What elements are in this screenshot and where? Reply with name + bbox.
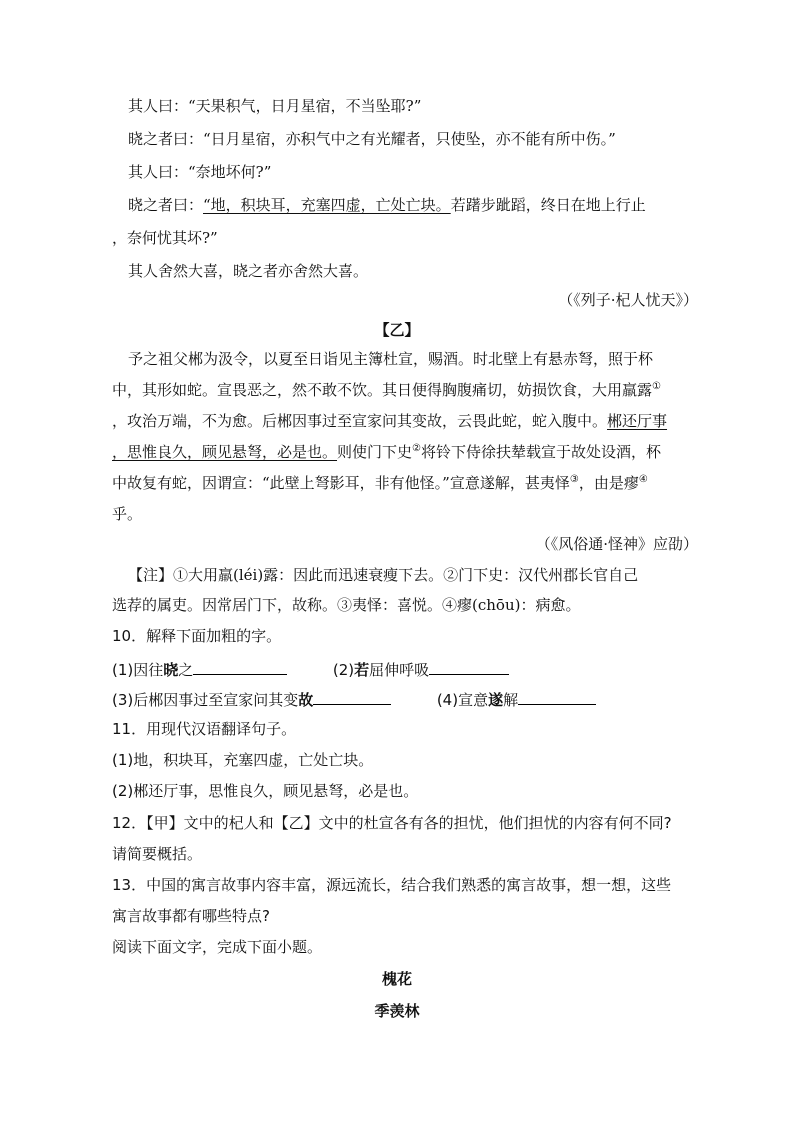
notes-line-2: 选荐的属吏。因常居门下，故称。③夷怿：喜悦。④瘳(chōu)：病愈。 <box>112 596 581 614</box>
reading-instruction: 阅读下面文字，完成下面小题。 <box>112 938 323 956</box>
passage-b-source: （《风俗通·怪神》应劭） <box>535 535 698 553</box>
q10-4-post: 解 <box>503 691 519 709</box>
passage-b-line-2-text: 中，其形如蛇。宣畏恶之，然不敢不饮。其日便得胸腹痛切，妨损饮食，大用羸露 <box>112 381 653 399</box>
question-10-row-1 <box>112 660 697 679</box>
q10-1-bold: 晓 <box>163 661 179 679</box>
passage-b-line-4-text-2: 将铃下侍徐扶辇载宣于故处设酒，杯 <box>421 443 662 461</box>
q10-1-post: 之 <box>178 661 194 679</box>
underlined-sentence-b-end: ，思惟良久，顾见悬弩，必是也。 <box>112 443 338 461</box>
passage-b-line-2 <box>112 381 697 399</box>
question-10-row-2 <box>112 690 697 709</box>
q10-2-bold: 若 <box>354 661 370 679</box>
passage-b-line-5 <box>112 474 697 492</box>
footnote-marker-2: ② <box>412 443 421 454</box>
q10-2-post: 屈伸呼吸 <box>369 661 430 679</box>
footnote-marker-1: ① <box>652 381 661 392</box>
passage-b-line-5-text-2: ，由是瘳 <box>578 474 639 492</box>
passage-a-source: （《列子·杞人忧天》） <box>558 291 698 309</box>
question-11-2: (2)郴还厅事，思惟良久，顾见悬弩，必是也。 <box>112 782 419 800</box>
answer-blank-10-4[interactable] <box>518 690 596 705</box>
passage-a-line-6: 其人舍然大喜，晓之者亦舍然大喜。 <box>128 262 369 280</box>
underlined-sentence: “地，积块耳，充塞四虚，亡处亡块。 <box>203 196 451 214</box>
q10-4-pre: (4)宣意 <box>436 691 489 709</box>
q10-2-pre: (2) <box>332 661 355 679</box>
q10-4-bold: 遂 <box>488 691 504 709</box>
next-passage-title: 槐花 <box>381 970 412 988</box>
next-passage-author: 季羡林 <box>374 1002 420 1020</box>
answer-blank-10-2[interactable] <box>429 660 509 675</box>
passage-a-line-3: 其人曰：“奈地坏何?” <box>128 163 272 181</box>
answer-blank-10-3[interactable] <box>313 690 391 705</box>
q10-1-pre: (1)因往 <box>112 661 164 679</box>
passage-b-line-1: 予之祖父郴为汲令，以夏至日诣见主簿杜宣，赐酒。时北壁上有悬赤弩，照于杯 <box>128 350 654 368</box>
question-11-1: (1)地，积块耳，充塞四虚，亡处亡块。 <box>112 751 374 769</box>
question-13-line-2: 寓言故事都有哪些特点? <box>112 907 270 925</box>
passage-b-line-4-text: 则使门下史 <box>337 443 413 461</box>
passage-b-line-5-text: 中故复有蛇，因谓宣：“此壁上弩影耳，非有他怪。”宣意遂解，甚夷怿 <box>112 474 570 492</box>
q10-3-pre: (3)后郴因事过至宣家问其变 <box>112 691 299 709</box>
question-10: 10．解释下面加粗的字。 <box>112 627 282 645</box>
underlined-sentence-b-start: 郴还厅事 <box>607 412 668 430</box>
footnote-marker-3: ③ <box>569 474 579 485</box>
question-13-line-1: 13．中国的寓言故事内容丰富，源远流长，结合我们熟悉的寓言故事，想一想，这些 <box>112 876 672 894</box>
question-11: 11．用现代汉语翻译句子。 <box>112 720 297 738</box>
answer-blank-10-1[interactable] <box>193 660 287 675</box>
passage-a-line-5: ，奈何忧其坏?” <box>112 229 218 247</box>
passage-b-line-6: 乎。 <box>112 505 143 523</box>
passage-a-line-1: 其人曰：“天果积气，日月星宿，不当坠耶?” <box>128 97 422 115</box>
notes-line-1: 【注】①大用羸(léi)露：因此而迅速衰瘦下去。②门下史：汉代州郡长官自己 <box>128 566 639 584</box>
passage-a-line-4-post: 若躇步跐蹈，终日在地上行止 <box>450 196 646 214</box>
passage-b-line-3 <box>112 412 697 430</box>
passage-a-line-2: 晓之者曰：“日月星宿，亦积气中之有光耀者，只使坠，亦不能有所中伤。” <box>128 130 616 148</box>
question-12-line-2: 请简要概括。 <box>112 845 203 863</box>
q10-3-bold: 故 <box>298 691 314 709</box>
passage-b-line-4 <box>112 443 697 461</box>
passage-a-line-4-pre: 晓之者曰： <box>128 196 204 214</box>
passage-a-line-4 <box>128 196 713 214</box>
passage-b-line-3-text: ，攻治万端，不为愈。后郴因事过至宣家问其变故，云畏此蛇，蛇入腹中。 <box>112 412 608 430</box>
footnote-marker-4: ④ <box>638 474 648 485</box>
passage-b-heading: 【乙】 <box>374 321 420 339</box>
question-12-line-1: 12．【甲】文中的杞人和【乙】文中的杜宣各有各的担忧，他们担忧的内容有何不同? <box>112 814 672 832</box>
